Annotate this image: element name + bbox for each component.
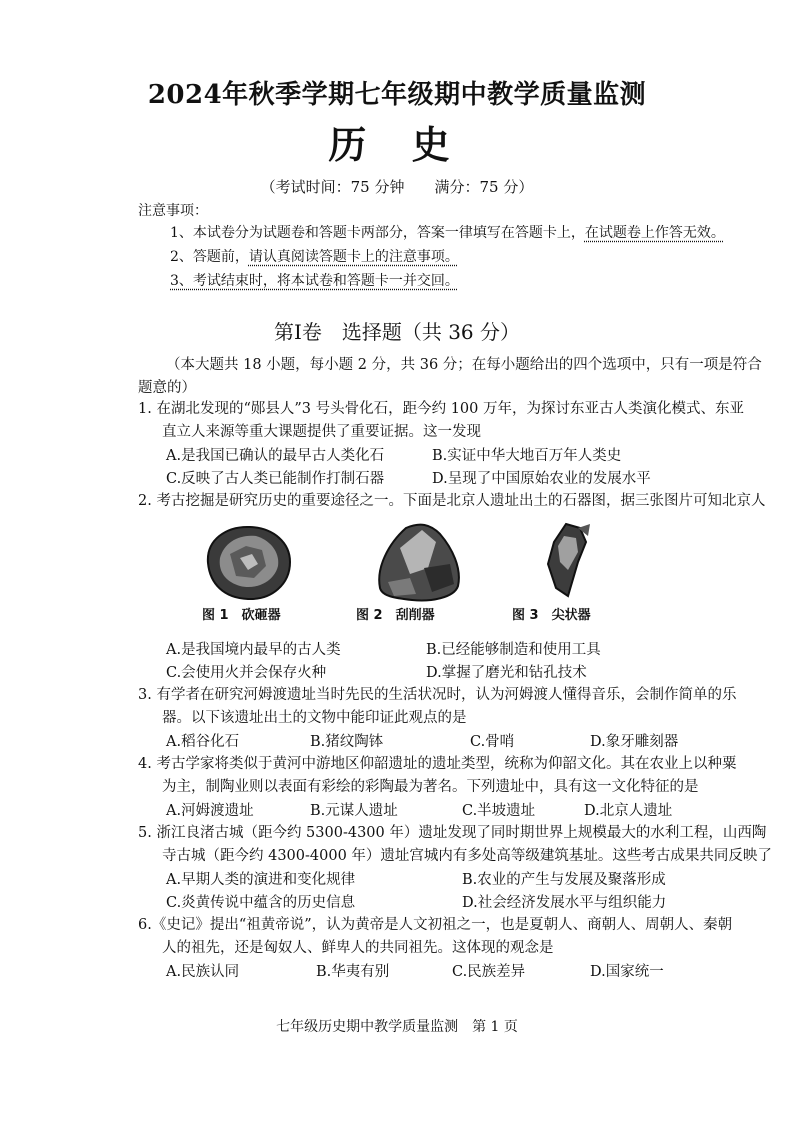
question-5-option-b[interactable]: B.农业的产生与发展及聚落形成 [462,872,666,888]
question-6-option-d[interactable]: D.国家统一 [590,964,664,980]
question-1-stem-cont: 直立人来源等重大课题提供了重要证据。这一发现 [162,424,481,440]
exam-meta: （考试时间：75 分钟 满分：75 分） [260,178,534,196]
question-4-stem: 4. 考古学家将类似于黄河中游地区仰韶遗址的遗址类型，统称为仰韶文化。其在农业上以种粟 [138,756,737,772]
chopper-image [208,527,290,599]
question-4-option-a[interactable]: A.河姆渡遗址 [166,803,254,819]
question-3-stem-cont: 器。以下该遗址出土的文物中能印证此观点的是 [162,710,467,726]
question-5-option-d[interactable]: D.社会经济发展水平与组织能力 [462,895,667,911]
pointed-tool-image [548,524,590,596]
question-5-option-a[interactable]: A.早期人类的演进和变化规律 [166,872,356,888]
subject-title: 历 史 [328,122,466,167]
question-5-option-c[interactable]: C.炎黄传说中蕴含的历史信息 [166,895,356,911]
question-6-option-b[interactable]: B.华夷有别 [316,964,390,980]
page-footer: 七年级历史期中教学质量监测 第 1 页 [276,1019,518,1035]
exam-title: 2024年秋季学期七年级期中教学质量监测 [147,80,647,110]
figure-3-caption: 图 3 尖状器 [512,608,591,623]
question-5-stem: 5. 浙江良渚古城（距今约 5300-4300 年）遗址发现了同时期世界上规模最大的水利工程，山西陶 [138,825,767,841]
question-4-option-c[interactable]: C.半坡遗址 [462,803,536,819]
question-2-stem: 2. 考古挖掘是研究历史的重要途径之一。下面是北京人遗址出土的石器图，据三张图片可知北京人 [138,493,766,509]
question-3-option-b[interactable]: B.猪纹陶钵 [310,734,384,750]
question-1-option-c[interactable]: C.反映了古人类已能制作打制石器 [166,471,385,487]
question-6-option-c[interactable]: C.民族差异 [452,964,526,980]
notice-item: 2、答题前，请认真阅读答题卡上的注意事项。 [170,249,459,265]
question-2-option-d[interactable]: D.掌握了磨光和钻孔技术 [426,665,587,681]
question-1-stem: 1. 在湖北发现的“郧县人”3 号头骨化石，距今约 100 万年，为探讨东亚古人类演化模式、东亚 [138,401,744,417]
question-3-option-d[interactable]: D.象牙雕刻器 [590,734,679,750]
question-3-option-a[interactable]: A.稻谷化石 [166,734,240,750]
question-6-stem-cont: 人的祖先，还是匈奴人、鲜卑人的共同祖先。这体现的观念是 [162,940,554,956]
notice-item: 1、本试卷分为试题卷和答题卡两部分，答案一律填写在答题卡上，在试题卷上作答无效。 [170,225,725,241]
stone-tool-images [200,518,640,608]
question-5-stem-cont: 寺古城（距今约 4300-4000 年）遗址宫城内有多处高等级建筑基址。这些考古成果共同反映了 [162,848,772,864]
notice-heading: 注意事项： [138,203,208,219]
question-2-option-c[interactable]: C.会使用火并会保存火种 [166,665,327,681]
question-4-option-b[interactable]: B.元谋人遗址 [310,803,398,819]
question-4-stem-cont: 为主，制陶业则以表面有彩绘的彩陶最为著名。下列遗址中，具有这一文化特征的是 [162,779,699,795]
question-3-option-c[interactable]: C.骨哨 [470,734,515,750]
question-6-option-a[interactable]: A.民族认同 [166,964,240,980]
question-4-option-d[interactable]: D.北京人遗址 [584,803,673,819]
figure-1-caption: 图 1 砍砸器 [202,608,281,623]
question-3-stem: 3. 有学者在研究河姆渡遗址当时先民的生活状况时，认为河姆渡人懂得音乐，会制作简单的乐 [138,687,737,703]
section-title: 第Ⅰ卷 选择题（共 36 分） [273,320,521,344]
question-1-option-a[interactable]: A.是我国已确认的最早古人类化石 [166,448,385,464]
question-6-stem: 6.《史记》提出“祖黄帝说”，认为黄帝是人文初祖之一，也是夏朝人、商朝人、周朝人、秦朝 [138,917,733,933]
question-1-option-d[interactable]: D.呈现了中国原始农业的发展水平 [432,471,651,487]
section-intro: （本大题共 18 小题，每小题 2 分，共 36 分；在每小题给出的四个选项中，只有一项是符合题意的） [138,357,762,396]
question-1-option-b[interactable]: B.实证中华大地百万年人类史 [432,448,622,464]
notice-item: 3、考试结束时，将本试卷和答题卡一并交回。 [170,273,459,289]
scraper-image [379,525,459,601]
figure-2-caption: 图 2 刮削器 [356,608,435,623]
question-2-option-a[interactable]: A.是我国境内最早的古人类 [166,642,341,658]
question-2-option-b[interactable]: B.已经能够制造和使用工具 [426,642,601,658]
